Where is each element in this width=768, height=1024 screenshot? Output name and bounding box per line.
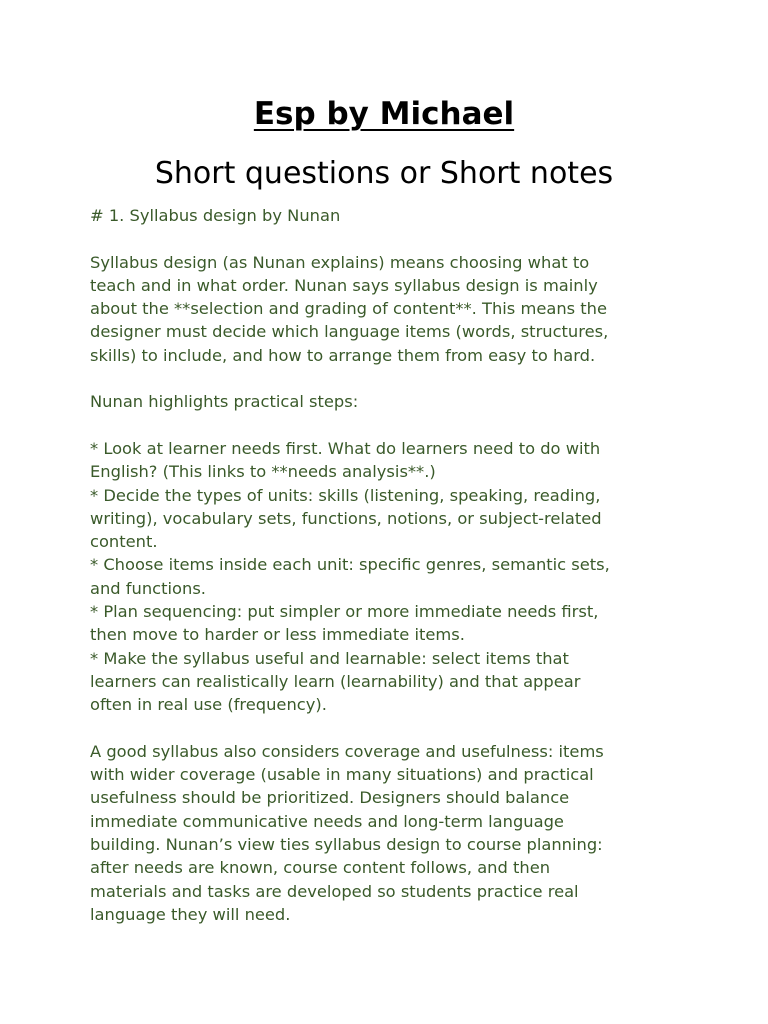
list-item-line: * Choose items inside each unit: specific genres, semantic sets, [90, 555, 610, 575]
paragraph-gap [90, 717, 690, 740]
text-line: teach and in what order. Nunan says syllabus design is mainly [90, 275, 598, 295]
text-line: after needs are known, course content follows, and then [90, 858, 551, 878]
document-title: Esp by Michael [253, 96, 515, 132]
list-item-line: learners can realistically learn (learnability) and that appear [90, 671, 581, 691]
list-item-line: English? (This links to **needs analysis**.) [90, 462, 436, 482]
text-line: usefulness should be prioritized. Designers should balance [90, 788, 570, 808]
section-heading: # 1. Syllabus design by Nunan [90, 206, 341, 225]
text-line: materials and tasks are developed so students practice real [90, 881, 579, 901]
list-item-line: writing), vocabulary sets, functions, notions, or subject-related [90, 508, 602, 528]
paragraph-intro [90, 251, 690, 367]
list-item-line: content. [90, 532, 158, 552]
paragraph-gap [90, 367, 690, 390]
paragraph-steps-intro [90, 390, 690, 413]
list-item-line: and functions. [90, 578, 206, 598]
text-line: immediate communicative needs and long-term language [90, 811, 564, 831]
document-subtitle: Short questions or Short notes [154, 156, 614, 191]
text-line: skills) to include, and how to arrange them from easy to hard. [90, 345, 596, 365]
list-item-line: * Plan sequencing: put simpler or more immediate needs first, [90, 602, 599, 622]
list-item-line: often in real use (frequency). [90, 695, 327, 715]
text-line: designer must decide which language items (words, structures, [90, 322, 609, 342]
text-line: Nunan highlights practical steps: [90, 392, 359, 412]
document-body [90, 204, 690, 926]
list-item-line: * Make the syllabus useful and learnable: select items that [90, 648, 569, 668]
steps-list [90, 437, 690, 717]
paragraph-gap [90, 414, 690, 437]
text-line: Syllabus design (as Nunan explains) means choosing what to [90, 252, 590, 272]
list-item-line: * Decide the types of units: skills (listening, speaking, reading, [90, 485, 601, 505]
text-line: A good syllabus also considers coverage and usefulness: items [90, 741, 604, 761]
text-line: building. Nunan’s view ties syllabus design to course planning: [90, 835, 603, 855]
text-line: language they will need. [90, 904, 291, 924]
text-line: about the **selection and grading of content**. This means the [90, 299, 608, 319]
text-line: with wider coverage (usable in many situations) and practical [90, 765, 594, 785]
paragraph-conclusion [90, 740, 690, 926]
list-item-line: then move to harder or less immediate items. [90, 625, 465, 645]
list-item-line: * Look at learner needs first. What do learners need to do with [90, 438, 601, 458]
paragraph-gap [90, 227, 690, 250]
